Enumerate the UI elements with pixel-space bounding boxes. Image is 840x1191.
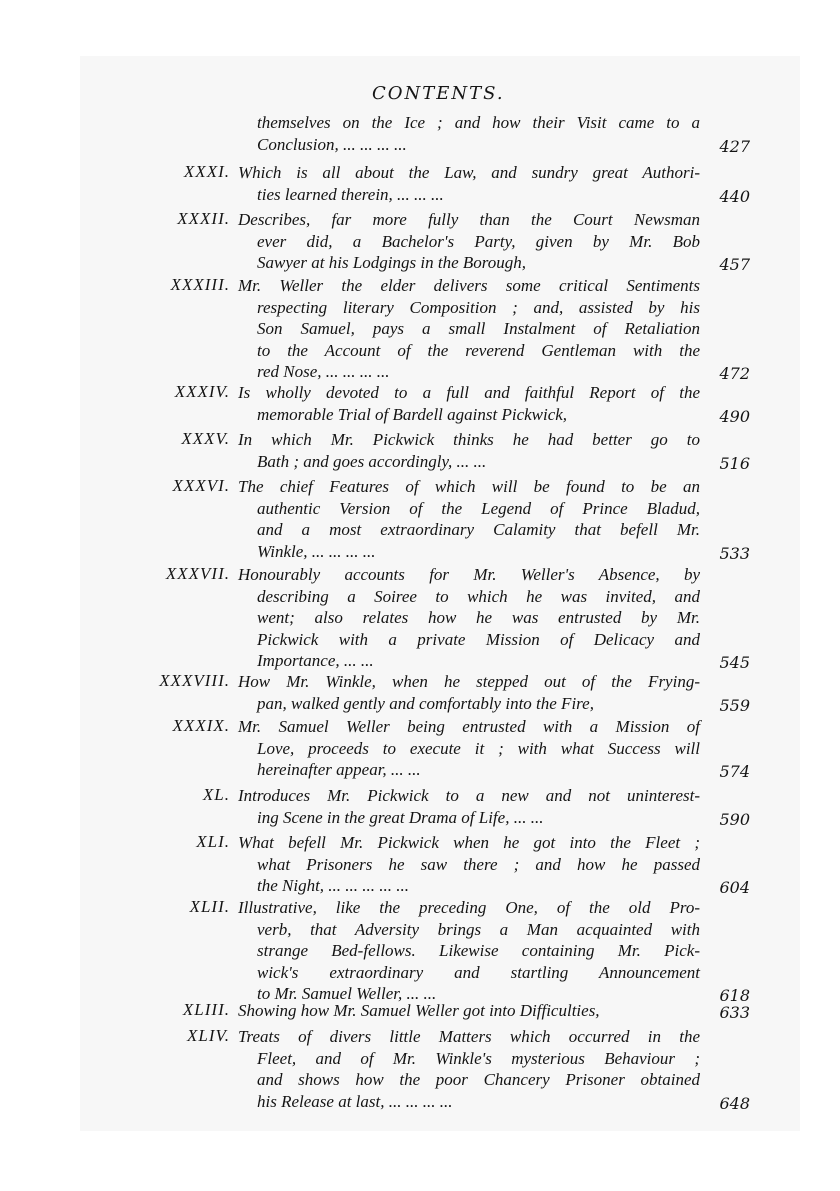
chapter-description <box>238 476 700 562</box>
page-number: 604 <box>719 878 750 897</box>
description-line: Honourably accounts for Mr. Weller's Absence, by <box>238 565 700 584</box>
description-line: and shows how the poor Chancery Prisoner obtained <box>257 1070 700 1089</box>
chapter-number: XXXIV. <box>174 382 230 401</box>
chapter-number: XXXIX. <box>172 716 230 735</box>
page-number: 618 <box>719 986 750 1005</box>
chapter-description <box>238 897 700 1005</box>
description-line: authentic Version of the Legend of Prince Bladud, <box>257 498 700 518</box>
description-line: The chief Features of which will be found to be an <box>238 477 700 496</box>
page-number: 457 <box>719 255 750 274</box>
page-number: 590 <box>719 809 750 829</box>
chapter-number: XXXV. <box>181 429 230 448</box>
chapter-number: XXXIII. <box>170 275 230 294</box>
description-line: Illustrative, like the preceding One, of the old Pro- <box>238 898 700 917</box>
description-line: What befell Mr. Pickwick when he got into the Fleet ; <box>238 833 700 852</box>
chapter-number: XLII. <box>189 897 230 916</box>
description-line: ing Scene in the great Drama of Life, ... ... <box>257 807 544 827</box>
description-line: hereinafter appear, ... ... <box>257 760 421 779</box>
description-line: Importance, ... ... <box>257 651 374 670</box>
chapter-description <box>238 832 700 897</box>
description-line: Mr. Weller the elder delivers some critical Sentiments <box>238 276 700 295</box>
page-number: 472 <box>719 364 750 383</box>
description-line: Conclusion, ... ... ... ... <box>257 134 407 154</box>
description-line: describing a Soiree to which he was invited, and <box>257 586 700 606</box>
chapter-description <box>238 564 700 672</box>
description-line: and a most extraordinary Calamity that befell Mr. <box>257 520 700 539</box>
description-line: to Mr. Samuel Weller, ... ... <box>257 984 437 1003</box>
description-line: Love, proceeds to execute it ; with what Success will <box>257 738 700 758</box>
chapter-description <box>238 382 700 425</box>
description-line: Showing how Mr. Samuel Weller got into Difficulties, <box>238 1001 600 1020</box>
chapter-description <box>238 1026 700 1112</box>
description-line: ties learned therein, ... ... ... <box>257 184 444 204</box>
chapter-description <box>238 785 700 828</box>
chapter-number: XXXI. <box>183 162 230 181</box>
description-line: Which is all about the Law, and sundry great Authori- <box>238 163 700 182</box>
description-line: Bath ; and goes accordingly, ... ... <box>257 451 487 471</box>
description-line: How Mr. Winkle, when he stepped out of the Frying- <box>238 672 700 691</box>
description-line: Sawyer at his Lodgings in the Borough, <box>257 253 527 272</box>
chapter-description <box>238 1000 700 1022</box>
description-line: to the Account of the reverend Gentleman with the <box>257 340 700 360</box>
description-line: red Nose, ... ... ... ... <box>257 362 390 381</box>
chapter-description <box>238 209 700 274</box>
chapter-description <box>238 162 700 205</box>
chapter-number: XXXVIII. <box>159 671 230 690</box>
chapter-description <box>238 275 700 383</box>
page-number: 545 <box>719 653 750 672</box>
page-number: 490 <box>719 406 750 426</box>
page-number: 533 <box>719 543 750 563</box>
description-line: Pickwick with a private Mission of Delicacy and <box>257 629 700 649</box>
description-line: themselves on the Ice ; and how their Visit came to a <box>257 113 700 132</box>
description-line: went; also relates how he was entrusted by Mr. <box>257 608 700 627</box>
chapter-number: XLI. <box>196 832 230 851</box>
description-line: wick's extraordinary and startling Announcement <box>257 962 700 982</box>
description-line: Winkle, ... ... ... ... <box>257 541 376 561</box>
chapter-description <box>238 112 700 155</box>
description-line: Introduces Mr. Pickwick to a new and not uninterest- <box>238 786 700 805</box>
chapter-description <box>238 429 700 472</box>
chapter-description <box>238 716 700 781</box>
chapter-number: XXXVI. <box>172 476 230 495</box>
page-number: 516 <box>719 453 750 473</box>
page-number: 574 <box>719 762 750 781</box>
description-line: the Night, ... ... ... ... ... <box>257 876 410 895</box>
chapter-number: XXXII. <box>177 209 230 228</box>
page-number: 440 <box>719 186 750 206</box>
page-title: CONTENTS. <box>372 83 505 104</box>
page-number: 648 <box>719 1093 750 1113</box>
description-line: Fleet, and of Mr. Winkle's mysterious Behaviour ; <box>257 1048 700 1068</box>
description-line: Mr. Samuel Weller being entrusted with a Mission of <box>238 717 700 736</box>
page-number: 633 <box>719 1003 750 1022</box>
description-line: ever did, a Bachelor's Party, given by Mr. Bob <box>257 231 700 251</box>
page-number: 559 <box>719 695 750 715</box>
description-line: his Release at last, ... ... ... ... <box>257 1091 453 1111</box>
description-line: respecting literary Composition ; and, assisted by his <box>257 297 700 317</box>
description-line: memorable Trial of Bardell against Pickwick, <box>257 404 568 424</box>
description-line: strange Bed-fellows. Likewise containing Mr. Pick- <box>257 941 700 960</box>
chapter-description <box>238 671 700 714</box>
description-line: Son Samuel, pays a small Instalment of Retaliation <box>257 319 700 338</box>
chapter-number: XL. <box>202 785 230 804</box>
description-line: Is wholly devoted to a full and faithful Report of the <box>238 383 700 402</box>
chapter-number: XLIII. <box>182 1000 230 1019</box>
chapter-number: XLIV. <box>187 1026 230 1045</box>
chapter-number: XXXVII. <box>165 564 230 583</box>
description-line: Treats of divers little Matters which occurred in the <box>238 1027 700 1046</box>
description-line: In which Mr. Pickwick thinks he had better go to <box>238 430 700 449</box>
description-line: pan, walked gently and comfortably into the Fire, <box>257 693 594 713</box>
description-line: what Prisoners he saw there ; and how he passed <box>257 854 700 874</box>
description-line: Describes, far more fully than the Court Newsman <box>238 210 700 229</box>
description-line: verb, that Adversity brings a Man acquainted with <box>257 919 700 939</box>
page-number: 427 <box>719 136 750 156</box>
